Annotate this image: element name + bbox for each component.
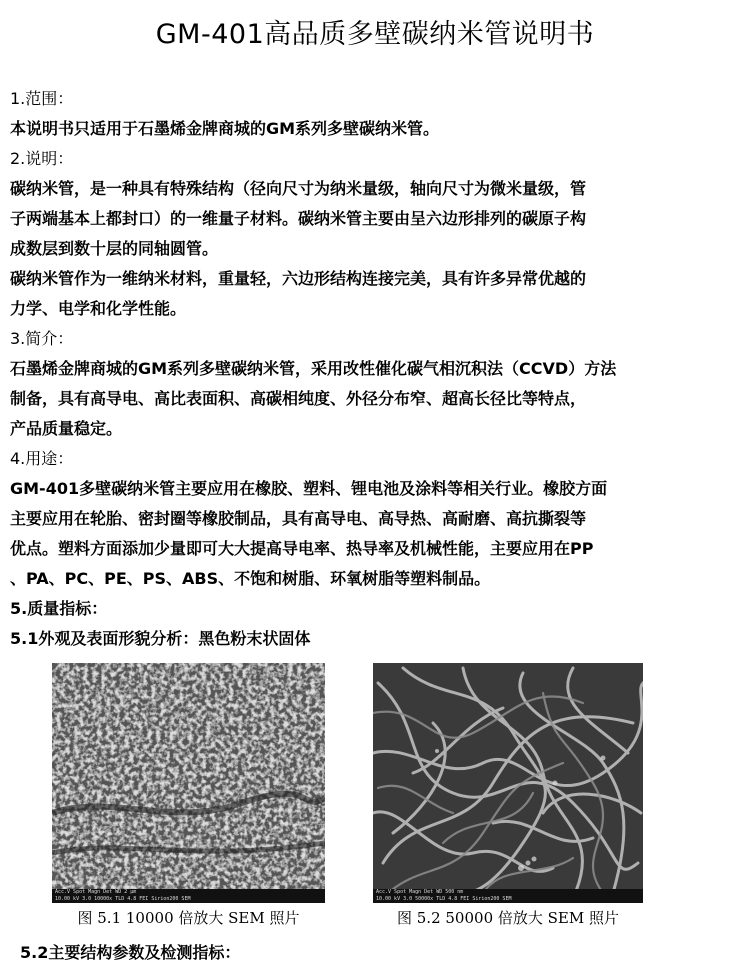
section-2-heading: 2.说明： — [10, 149, 74, 168]
text-line: 成数层到数十层的同轴圆管。 — [10, 239, 219, 258]
document-body — [10, 84, 735, 654]
sem-info-top: Acc.V Spot Magn Det WD 2 μm — [55, 889, 137, 895]
text-line: 石墨烯金牌商城的GM系列多壁碳纳米管，采用改性催化碳气相沉积法（CCVD）方法 — [10, 359, 617, 378]
section-2-text — [10, 174, 735, 324]
sem-info-top: Acc.V Spot Magn Det WD 500 nm — [376, 889, 464, 895]
sem-info-bottom: 10.00 kV 3.0 50000x TLD 4.8 FEI Sirion200 SEM — [376, 896, 512, 902]
figure-caption: 图 5.1 10000 倍放大 SEM 照片 — [77, 909, 300, 927]
text-line: 优点。塑料方面添加少量即可大大提高导电率、热导率及机械性能，主要应用在PP — [10, 539, 594, 558]
text-line: 子两端基本上都封口）的一维量子材料。碳纳米管主要由呈六边形排列的碳原子构 — [10, 209, 587, 228]
text-line: 制备，具有高导电、高比表面积、高碳相纯度、外径分布窄、超高长径比等特点， — [10, 389, 587, 408]
section-4-text — [10, 474, 735, 594]
sem-figure-50000x — [373, 663, 643, 928]
section-3-heading: 3.简介： — [10, 329, 74, 348]
sem-image-50000x — [373, 663, 643, 903]
text-line: 主要应用在轮胎、密封圈等橡胶制品，具有高导电、高导热、高耐磨、高抗撕裂等 — [10, 509, 587, 528]
section-5-heading: 5.质量指标： — [10, 599, 108, 618]
section-1-heading: 1.范围： — [10, 89, 74, 108]
text-line: 产品质量稳定。 — [10, 419, 123, 438]
section-3-text — [10, 354, 735, 444]
text-line: GM-401多壁碳纳米管主要应用在橡胶、塑料、锂电池及涂料等相关行业。橡胶方面 — [10, 479, 608, 498]
sem-image-10000x — [52, 663, 325, 903]
section-5-2-heading: 5.2主要结构参数及检测指标： — [20, 943, 241, 962]
figure-caption: 图 5.2 50000 倍放大 SEM 照片 — [397, 909, 619, 927]
text-line: 碳纳米管，是一种具有特殊结构（径向尺寸为纳米量级，轴向尺寸为微米量级，管 — [10, 179, 587, 198]
document-title: GM-401高品质多壁碳纳米管说明书 — [155, 19, 595, 50]
text-line: 碳纳米管作为一维纳米材料，重量轻，六边形结构连接完美，具有许多异常优越的 — [10, 269, 587, 288]
section-1-text — [10, 114, 735, 144]
sem-texture-10000x — [52, 663, 325, 903]
sem-info-bottom: 10.00 kV 3.0 10000x TLD 4.8 FEI Sirion200 SEM — [55, 896, 191, 902]
sem-info-bar — [373, 889, 643, 903]
text-line: 本说明书只适用于石墨烯金牌商城的GM系列多壁碳纳米管。 — [10, 119, 440, 138]
text-line: 力学、电学和化学性能。 — [10, 299, 187, 318]
sem-texture-50000x — [373, 663, 643, 903]
sem-info-bar — [52, 889, 325, 903]
section-5-1-heading: 5.1外观及表面形貌分析：黑色粉末状固体 — [10, 629, 311, 648]
text-line: 、PA、PC、PE、PS、ABS、不饱和树脂、环氧树脂等塑料制品。 — [10, 569, 491, 588]
section-4-heading: 4.用途： — [10, 449, 74, 468]
sem-figure-10000x — [52, 663, 325, 928]
